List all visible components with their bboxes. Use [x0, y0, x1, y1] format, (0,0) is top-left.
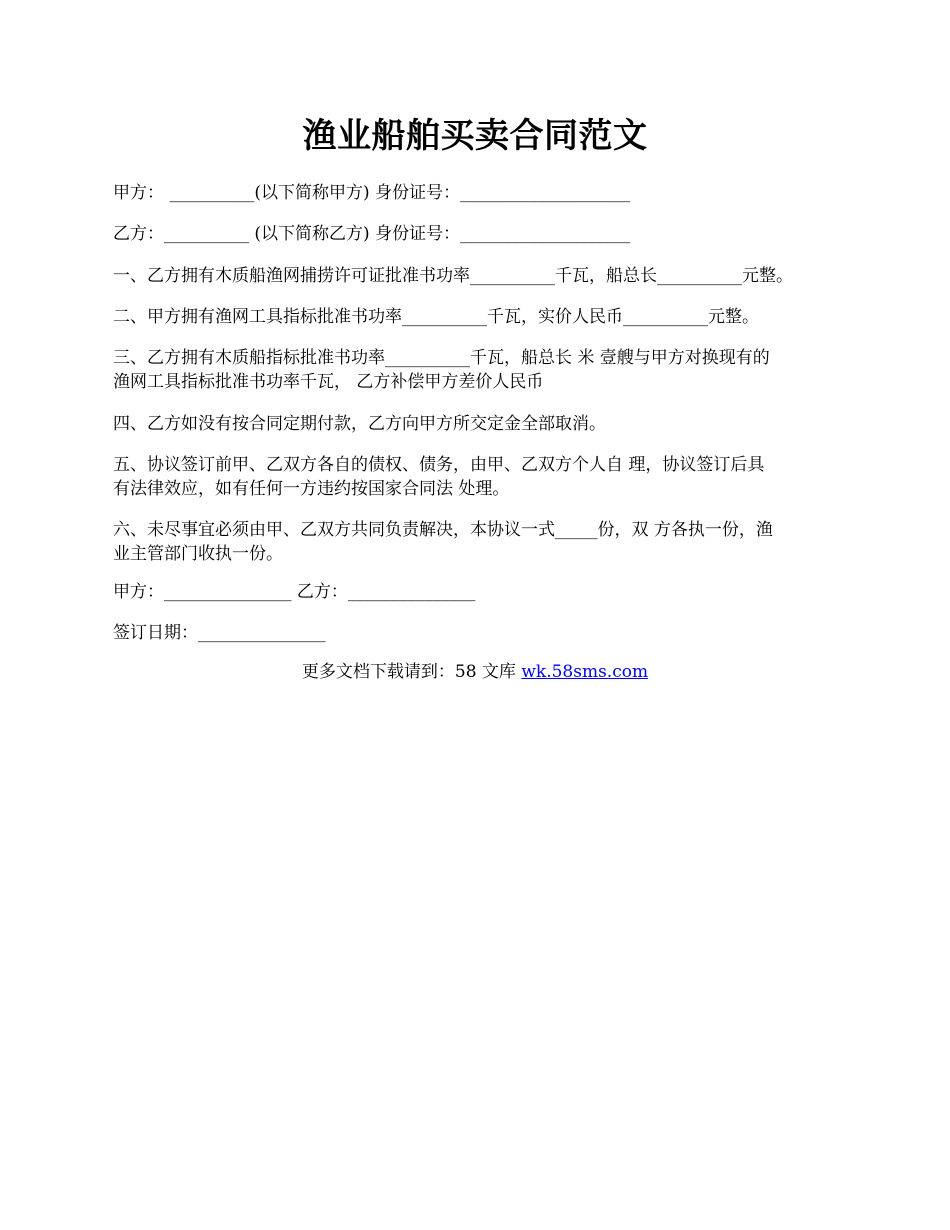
clause-2: 二、甲方拥有渔网工具指标批准书功率__________千瓦，实价人民币__________元整。	[113, 307, 759, 327]
clause-4: 四、乙方如没有按合同定期付款，乙方向甲方所交定金全部取消。	[113, 414, 606, 434]
party-a-line: 甲方： __________(以下简称甲方) 身份证号：____________________	[113, 183, 631, 203]
signature-line: 甲方：_______________ 乙方：_______________	[113, 582, 476, 602]
clause-1: 一、乙方拥有木质船渔网捕捞许可证批准书功率__________千瓦，船总长__________元整。	[113, 266, 793, 286]
clause-3-line-1: 三、乙方拥有木质船指标批准书功率__________千瓦，船总长 米 壹艘与甲方对换现有的	[113, 348, 770, 368]
footer-link[interactable]: wk.58sms.com	[521, 662, 649, 682]
clause-6-line-1: 六、未尽事宜必须由甲、乙双方共同负责解决，本协议一式_____份，双 方各执一份，渔	[113, 520, 773, 540]
clause-6-line-2: 业主管部门收执一份。	[113, 544, 283, 564]
footer-download-note	[0, 660, 950, 684]
party-b-line: 乙方：__________ (以下简称乙方) 身份证号：____________________	[113, 224, 631, 244]
sign-date-line: 签订日期：_______________	[113, 623, 326, 643]
footer-text: 更多文档下载请到：58 文库	[301, 662, 522, 682]
clause-3-line-2: 渔网工具指标批准书功率千瓦， 乙方补偿甲方差价人民币	[113, 372, 544, 392]
clause-5-line-2: 有法律效应，如有任何一方违约按国家合同法 处理。	[113, 479, 510, 499]
document-title: 渔业船舶买卖合同范文	[302, 116, 648, 156]
clause-5-line-1: 五、协议签订前甲、乙双方各自的债权、债务，由甲、乙双方个人自 理，协议签订后具	[113, 455, 765, 475]
